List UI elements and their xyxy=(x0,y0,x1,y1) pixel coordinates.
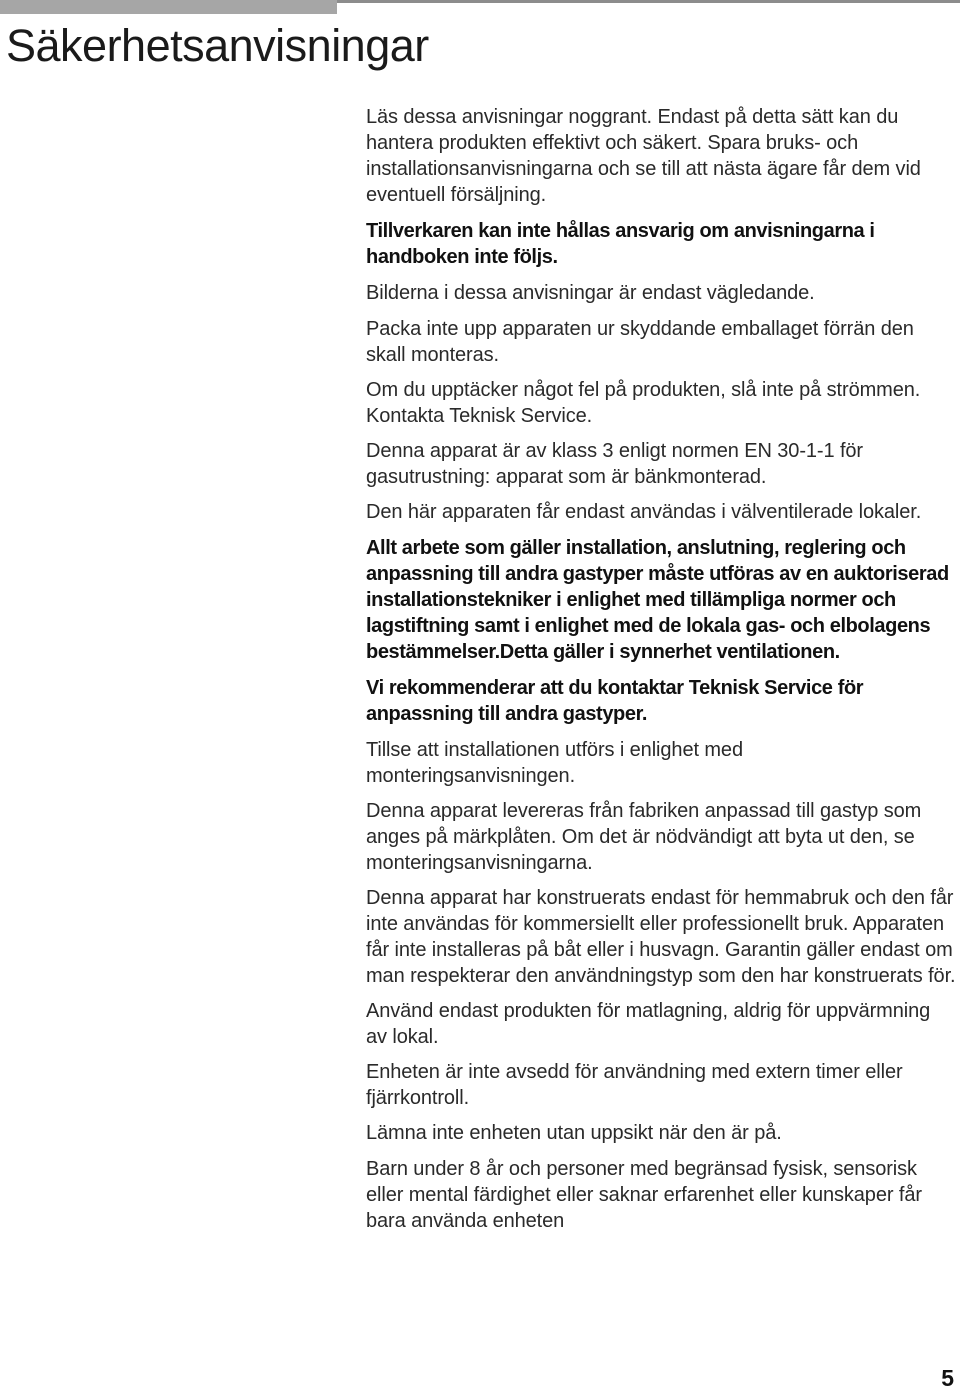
paragraph: Tillverkaren kan inte hållas ansvarig om anvisningarna i handboken inte följs. xyxy=(366,220,875,268)
paragraph: Packa inte upp apparaten ur skyddande emballaget förrän den skall monteras. xyxy=(366,318,914,366)
paragraph: Vi rekommenderar att du kontaktar Teknisk Service för anpassning till andra gastyper. xyxy=(366,677,864,725)
header-bar-block xyxy=(0,0,337,14)
paragraph: Den här apparaten får endast användas i välventilerade lokaler. xyxy=(366,501,922,523)
paragraph: Tillse att installationen utförs i enlighet med monteringsanvisningen. xyxy=(366,739,743,787)
paragraph: Läs dessa anvisningar noggrant. Endast på detta sätt kan du hantera produkten effektivt och säkert. Spara bruks- och installationsanvisningarna och se till att nästa ägare får dem vid eventuell försäljning. xyxy=(366,106,921,206)
paragraph: Barn under 8 år och personer med begränsad fysisk, sensorisk eller mental färdighet eller saknar erfarenhet eller kunskaper får bara använda enheten xyxy=(366,1158,922,1232)
paragraph: Allt arbete som gäller installation, anslutning, reglering och anpassning till andra gastyper måste utföras av en auktoriserad installationstekniker i enlighet med tillämpliga normer och lagstiftning samt i enlighet med de lokala gas- och elbolagens bestämmelser.Detta gäller i synnerhet ventilationen. xyxy=(366,537,949,663)
document-body xyxy=(366,104,956,1234)
paragraph: Enheten är inte avsedd för användning med extern timer eller fjärrkontroll. xyxy=(366,1061,903,1109)
page-number: 5 xyxy=(941,1365,954,1391)
paragraph: Denna apparat är av klass 3 enligt normen EN 30-1-1 för gasutrustning: apparat som är bänkmonterad. xyxy=(366,440,863,488)
paragraph: Bilderna i dessa anvisningar är endast vägledande. xyxy=(366,282,815,304)
paragraph: Använd endast produkten för matlagning, aldrig för uppvärmning av lokal. xyxy=(366,1000,931,1048)
header-rule xyxy=(337,0,960,3)
paragraph: Denna apparat levereras från fabriken anpassad till gastyp som anges på märkplåten. Om det är nödvändigt att byta ut den, se monteringsanvisningarna. xyxy=(366,800,922,874)
paragraph: Denna apparat har konstruerats endast för hemmabruk och den får inte användas för kommersiellt eller professionellt bruk. Apparaten får inte installeras på båt eller i husvagn. Garantin gäller endast om man respekterar den användningstyp som den har konstruerats för. xyxy=(366,887,956,987)
paragraph: Lämna inte enheten utan uppsikt när den är på. xyxy=(366,1122,782,1144)
page-title: Säkerhetsanvisningar xyxy=(6,20,429,71)
paragraph: Om du upptäcker något fel på produkten, slå inte på strömmen. Kontakta Teknisk Service. xyxy=(366,379,921,427)
